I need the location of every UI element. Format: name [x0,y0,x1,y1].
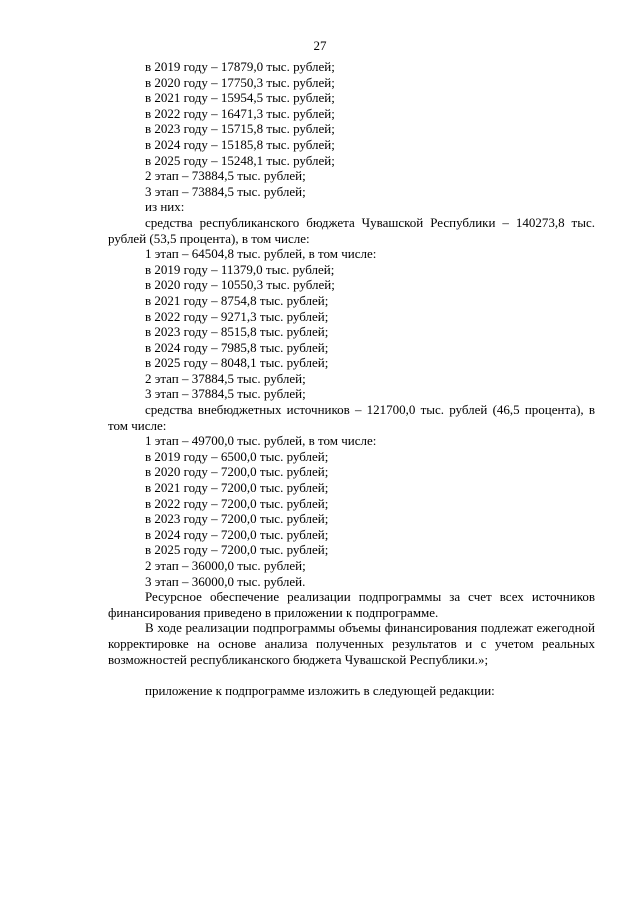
text-line: в 2019 году – 11379,0 тыс. рублей; [145,261,335,277]
text-line: в 2023 году – 8515,8 тыс. рублей; [145,324,329,340]
paragraph-resource-support: Ресурсное обеспечение реализации подпрограммы за счет всех источников финансирования приведено в приложении к подпрограмме. [108,589,595,620]
text-line: в 2023 году – 7200,0 тыс. рублей; [145,511,329,527]
paragraph-adjustment: В ходе реализации подпрограммы объемы финансирования подлежат ежегодной корректировке на основе анализа полученных результатов и с учетом реальных возможностей республиканского бюджета Чувашской Республики.»; [108,620,595,667]
text-line: в 2021 году – 15954,5 тыс. рублей; [145,90,335,106]
text-line: в 2021 году – 7200,0 тыс. рублей; [145,480,329,496]
text-line: 2 этап – 36000,0 тыс. рублей; [145,558,306,573]
text-line: в 2022 году – 7200,0 тыс. рублей; [145,495,329,511]
text-line: 3 этап – 36000,0 тыс. рублей. [145,573,306,589]
text-line: в 2019 году – 6500,0 тыс. рублей; [145,448,329,464]
document-body [108,59,595,698]
text-line: в 2022 году – 9271,3 тыс. рублей; [145,308,329,324]
text-line: в 2020 году – 7200,0 тыс. рублей; [145,464,329,480]
text-line: в 2025 году – 15248,1 тыс. рублей; [145,152,335,168]
text-line: в 2024 году – 7985,8 тыс. рублей; [145,339,329,355]
text-line: в 2025 году – 8048,1 тыс. рублей; [145,355,329,371]
paragraph-appendix-instruction: приложение к подпрограмме изложить в следующей редакции: [145,682,495,698]
text-line: в 2022 году – 16471,3 тыс. рублей; [145,105,335,121]
text-line: в 2025 году – 7200,0 тыс. рублей; [145,542,329,558]
text-line: в 2021 году – 8754,8 тыс. рублей; [145,292,329,308]
text-line: из них: [145,199,185,215]
text-line: в 2024 году – 15185,8 тыс. рублей; [145,136,335,152]
paragraph-republic-budget: средства республиканского бюджета Чувашской Республики – 140273,8 тыс. рублей (53,5 процента), в том числе: [108,214,595,246]
page-number: 27 [313,38,327,53]
text-line: в 2019 году – 17879,0 тыс. рублей; [145,59,335,74]
text-line: в 2023 году – 15715,8 тыс. рублей; [145,121,335,137]
text-line: 3 этап – 73884,5 тыс. рублей; [145,183,306,199]
text-line: 1 этап – 64504,8 тыс. рублей, в том числе: [145,246,377,262]
blank-line [108,667,595,683]
text-line: в 2024 году – 7200,0 тыс. рублей; [145,526,329,542]
text-line: 3 этап – 37884,5 тыс. рублей; [145,386,306,402]
paragraph-extrabudgetary: средства внебюджетных источников – 121700,0 тыс. рублей (46,5 процента), в том числе: [108,402,595,433]
text-line: в 2020 году – 17750,3 тыс. рублей; [145,74,335,90]
text-line: 1 этап – 49700,0 тыс. рублей, в том числе: [145,433,377,449]
text-line: в 2020 году – 10550,3 тыс. рублей; [145,277,335,293]
text-line: 2 этап – 73884,5 тыс. рублей; [145,168,306,184]
text-line: 2 этап – 37884,5 тыс. рублей; [145,370,306,386]
